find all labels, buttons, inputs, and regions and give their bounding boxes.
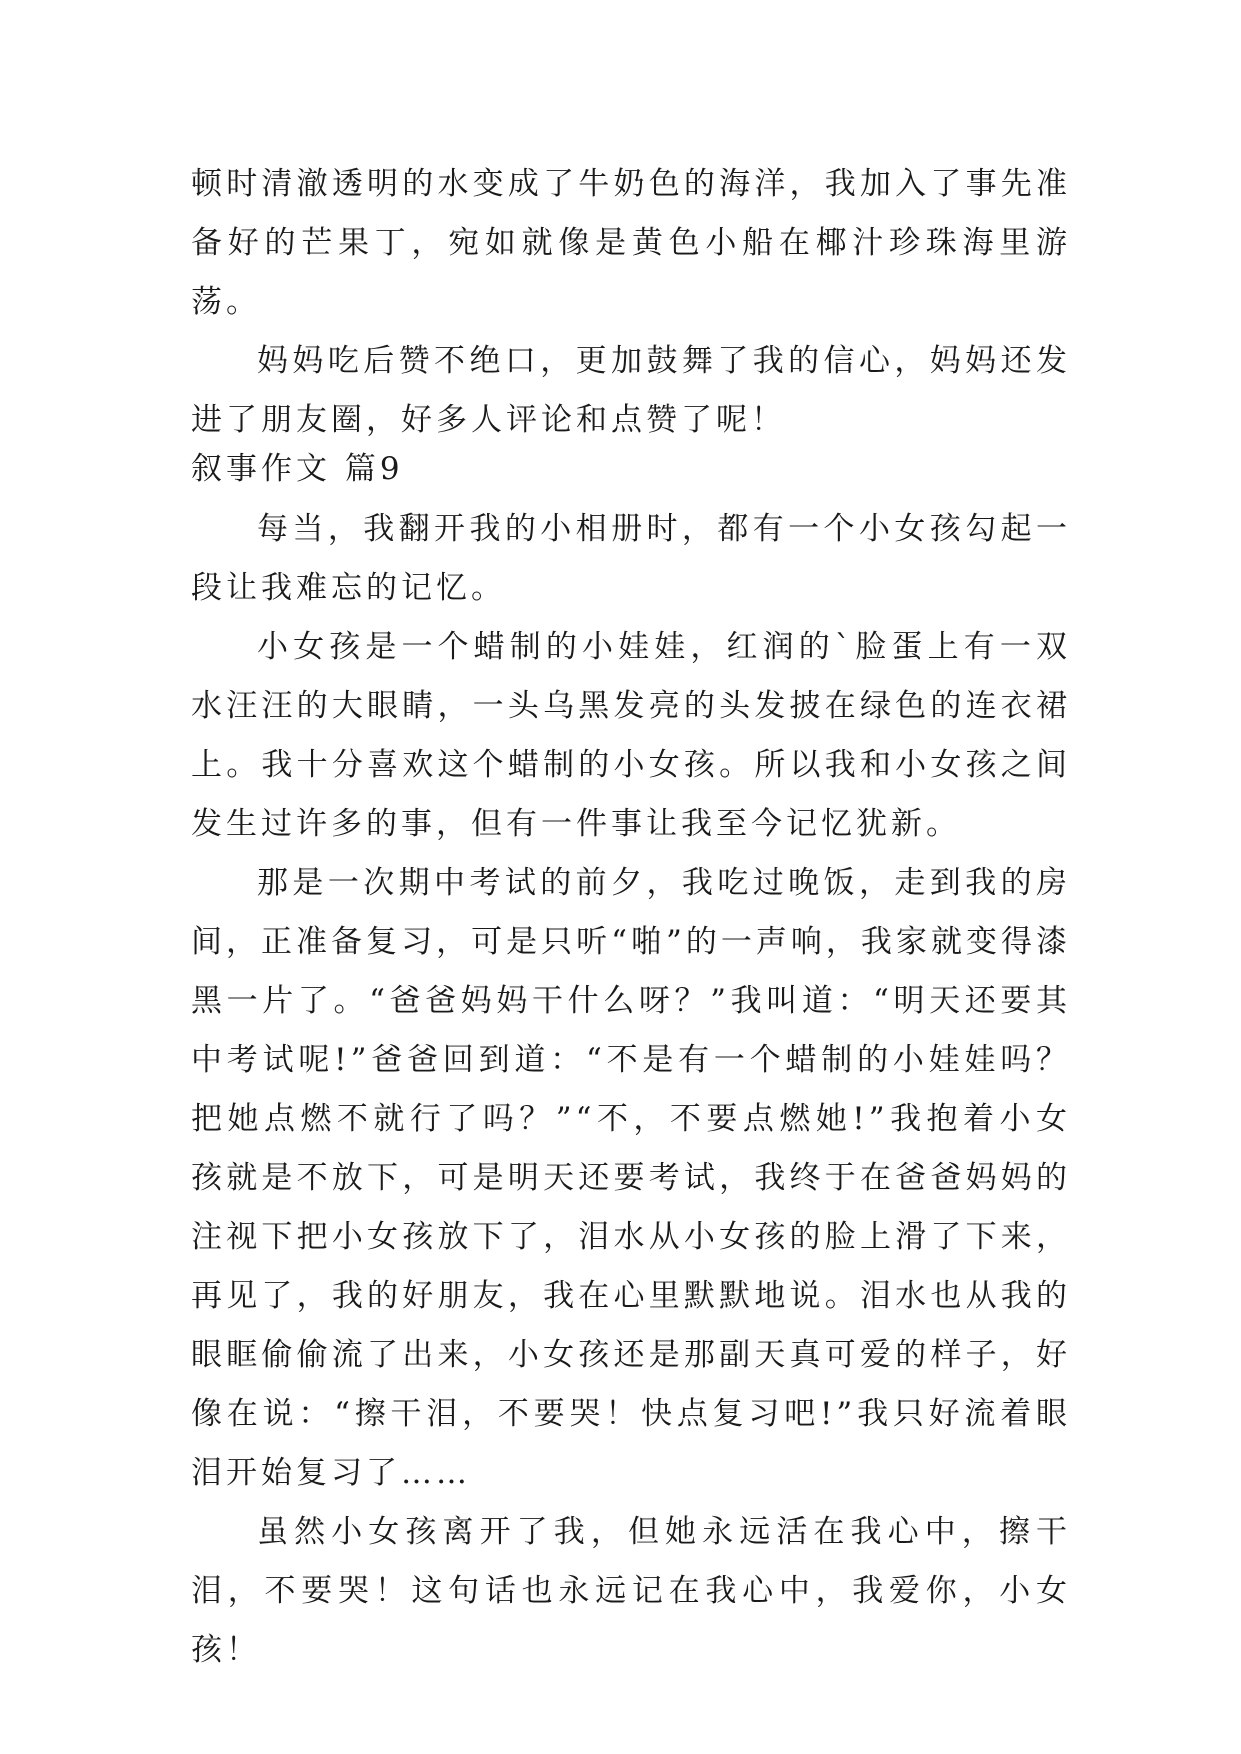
paragraph: 小女孩是一个蜡制的小娃娃，红润的`脸蛋上有一双水汪汪的大眼睛，一头乌黑发亮的头发披在绿色的连衣裙上。我十分喜欢这个蜡制的小女孩。所以我和小女孩之间发生过许多的事，但有一件事让我至今记忆犹新。 [191,629,1071,842]
paragraph: 每当，我翻开我的小相册时，都有一个小女孩勾起一段让我难忘的记忆。 [191,511,1071,606]
paragraph: 妈妈吃后赞不绝口，更加鼓舞了我的信心，妈妈还发进了朋友圈，好多人评论和点赞了呢！ [191,343,1071,438]
previous-section-text [191,155,1071,450]
paragraph: 顿时清澈透明的水变成了牛奶色的海洋，我加入了事先准备好的芒果丁，宛如就像是黄色小船在椰汁珍珠海里游荡。 [191,166,1071,320]
paragraph: 虽然小女孩离开了我，但她永远活在我心中，擦干泪，不要哭！这句话也永远记在我心中，我爱你，小女孩！ [191,1514,1071,1668]
section-title: 叙事作文 篇9 [191,451,404,487]
section-body [191,500,1071,1680]
paragraph: 那是一次期中考试的前夕，我吃过晚饭，走到我的房间，正准备复习，可是只听“啪”的一声响，我家就变得漆黑一片了。“爸爸妈妈干什么呀？”我叫道：“明天还要其中考试呢!”爸爸回到道：“不是有一个蜡制的小娃娃吗？把她点燃不就行了吗？”“不，不要点燃她!”我抱着小女孩就是不放下，可是明天还要考试，我终于在爸爸妈妈的注视下把小女孩放下了，泪水从小女孩的脸上滑了下来，再见了，我的好朋友，我在心里默默地说。泪水也从我的眼眶偷偷流了出来，小女孩还是那副天真可爱的样子，好像在说：“擦干泪，不要哭！快点复习吧!”我只好流着眼泪开始复习了…… [191,865,1071,1491]
section-heading-wrap [191,440,1071,499]
